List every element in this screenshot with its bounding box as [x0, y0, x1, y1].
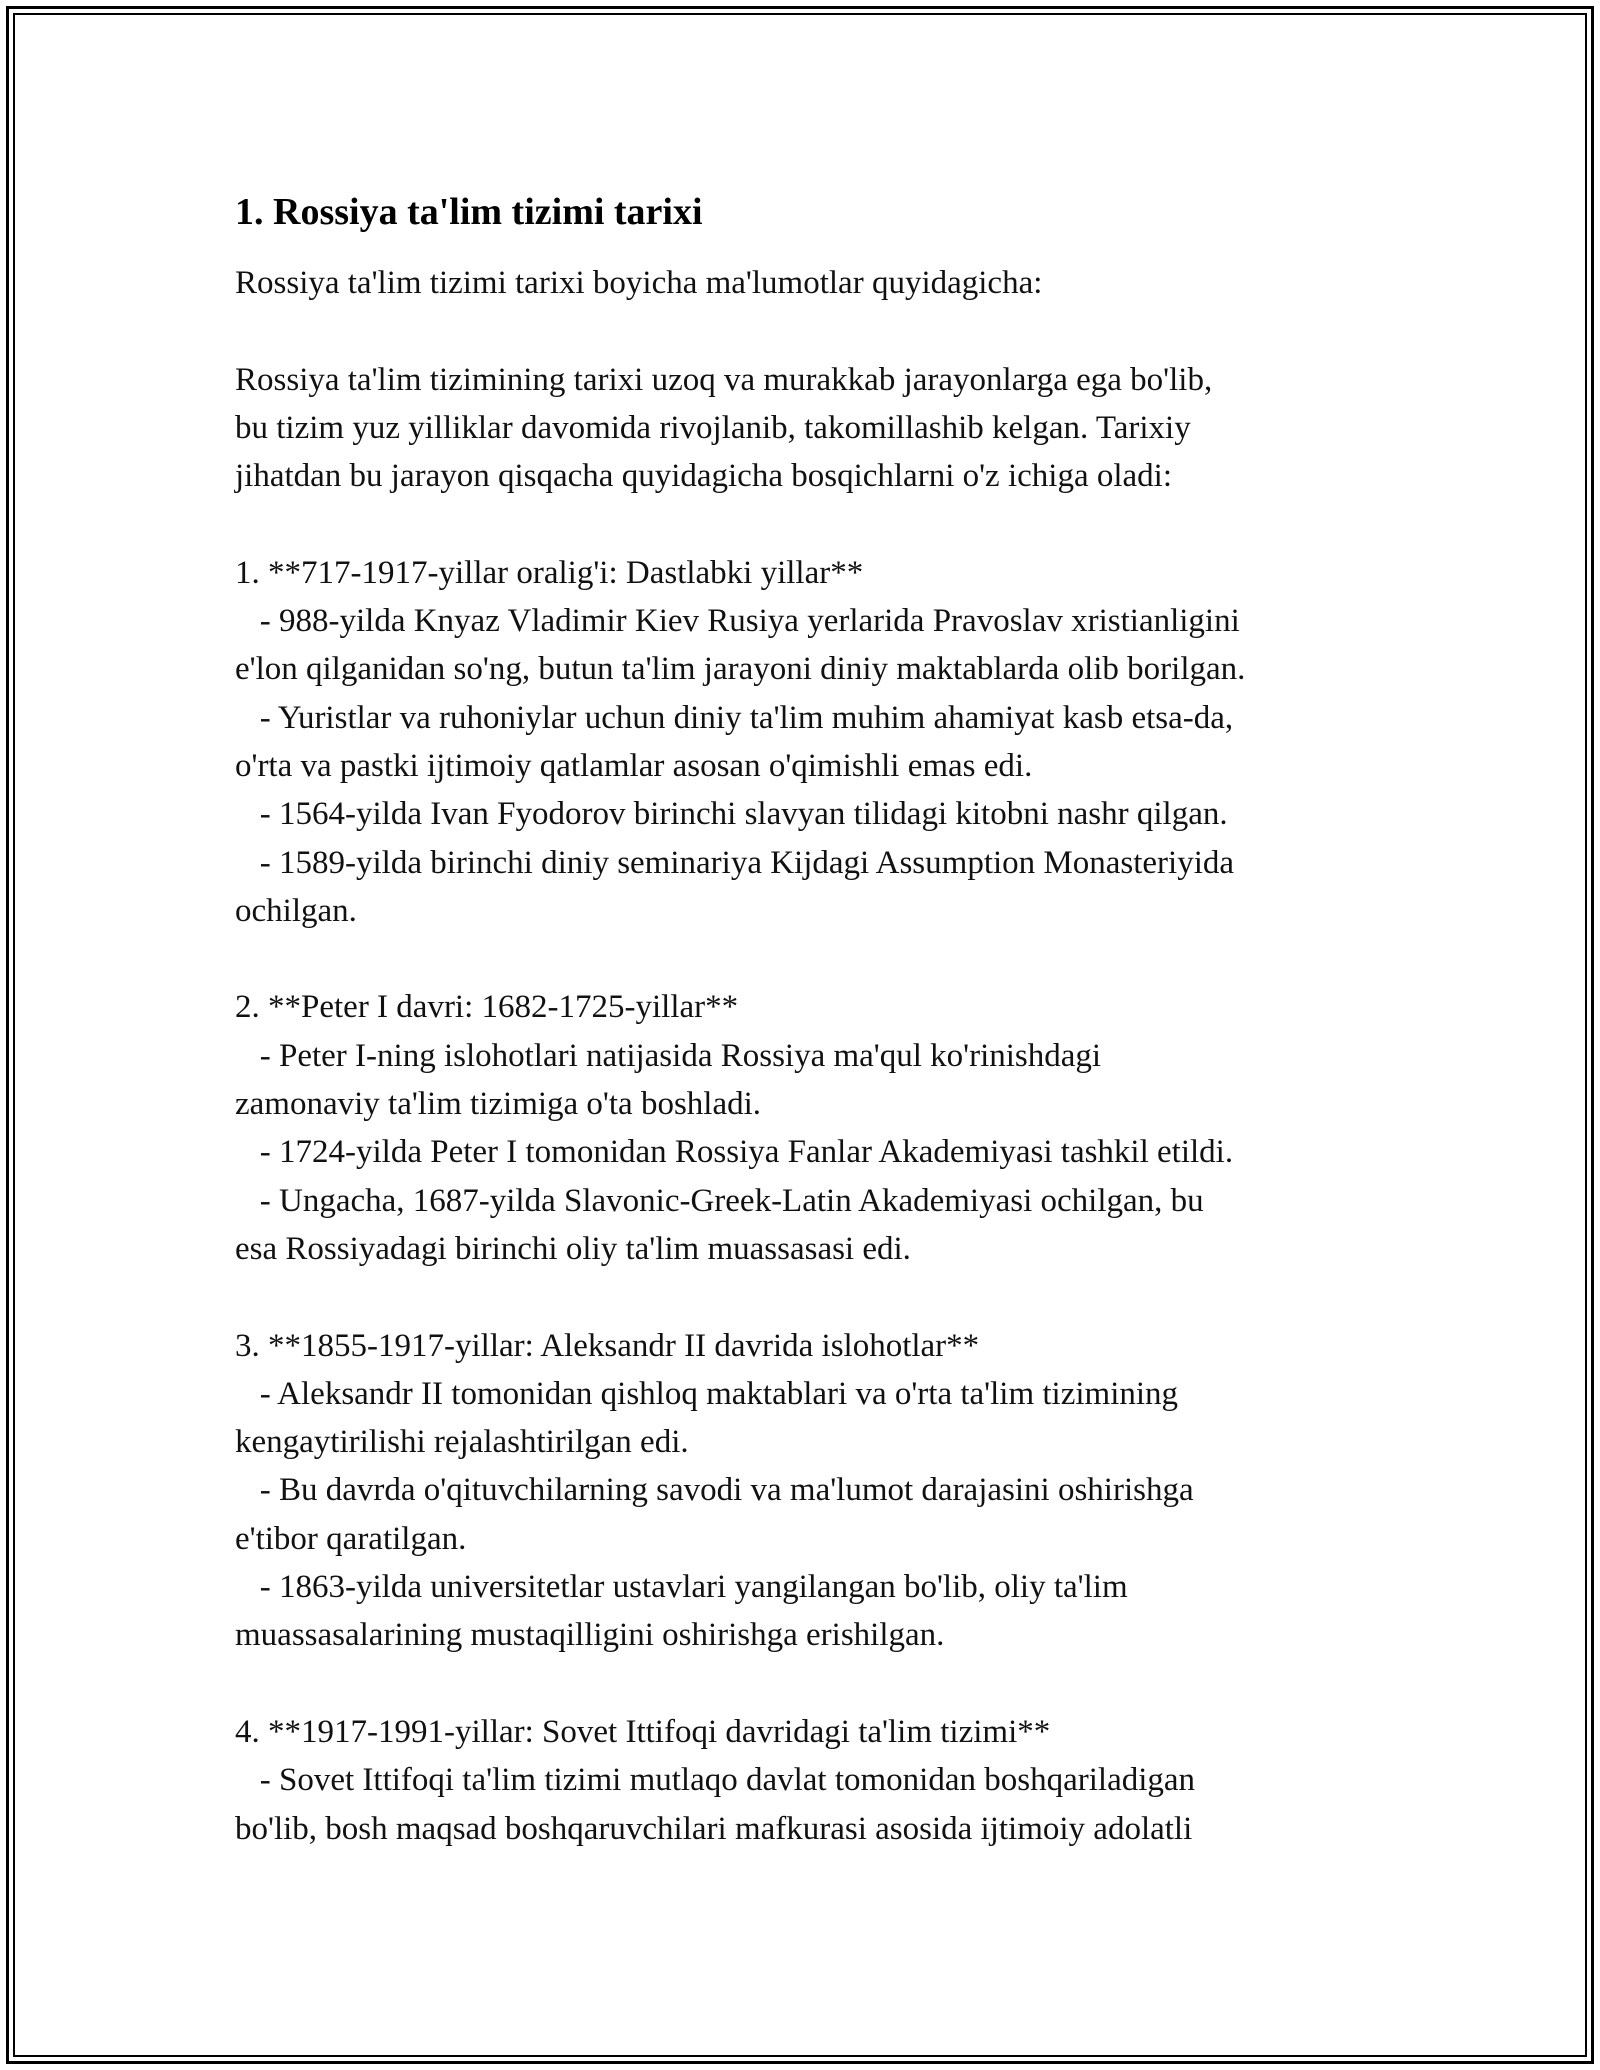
section-4: [235, 1708, 1385, 1853]
section-body: - Peter I-ning islohotlari natijasida Rossiya ma'qul ko'rinishdagi zamonaviy ta'lim tizimiga o'ta boshladi. - 1724-yilda Peter I tomonidan Rossiya Fanlar Akademiyasi tashkil etildi. - Ungacha, 1687-yilda Slavonic-Greek-Latin Akademiyasi ochilgan, bu esa Rossiyadagi birinchi oliy ta'lim muassasasi edi.: [235, 1037, 1234, 1267]
section-body: - Aleksandr II tomonidan qishloq maktablari va o'rta ta'lim tizimining kengaytirilishi rejalashtirilgan edi. - Bu davrda o'qituvchilarning savodi va ma'lumot darajasini oshirishga e'tibor qaratilgan. - 1863-yilda universitetlar ustavlari yangilangan bo'lib, oliy ta'lim muassasalarining mustaqilligini oshirishga erishilgan.: [235, 1375, 1194, 1654]
section-heading: 3. **1855-1917-yillar: Aleksandr II davrida islohotlar**: [235, 1327, 980, 1364]
document-body: [235, 188, 1385, 1853]
section-body: - Sovet Ittifoqi ta'lim tizimi mutlaqo davlat tomonidan boshqariladigan bo'lib, bosh maqsad boshqaruvchilari mafkurasi asosida ijtimoiy adolatli: [235, 1762, 1196, 1847]
section-3: [235, 1322, 1385, 1660]
section-body: - 988-yilda Knyaz Vladimir Kiev Rusiya yerlarida Pravoslav xristianligini e'lon qilganidan so'ng, butun ta'lim jarayoni diniy maktablarda olib borilgan. - Yuristlar va ruhoniylar uchun diniy ta'lim muhim ahamiyat kasb etsa-da, o'rta va pastki ijtimoiy qatlamlar asosan o'qimishli emas edi. - 1564-yilda Ivan Fyodorov birinchi slavyan tilidagi kitobni nashr qilgan. - 1589-yilda birinchi diniy seminariya Kijdagi Assumption Monasteriyida ochilgan.: [235, 603, 1246, 929]
overview-paragraph: Rossiya ta'lim tizimining tarixi uzoq va murakkab jarayonlarga ega bo'lib, bu tizim yuz yilliklar davomida rivojlanib, takomillashib kelgan. Tarixiy jihatdan bu jarayon qisqacha quyidagicha bosqichlarni o'z ichiga oladi:: [235, 361, 1213, 495]
section-1: [235, 549, 1385, 935]
intro-line: Rossiya ta'lim tizimi tarixi boyicha ma'lumotlar quyidagicha:: [235, 265, 1043, 301]
document-title: 1. Rossiya ta'lim tizimi tarixi: [235, 191, 703, 233]
section-heading: 1. **717-1917-yillar oralig'i: Dastlabki yillar**: [235, 554, 864, 591]
section-heading: 2. **Peter I davri: 1682-1725-yillar**: [235, 989, 739, 1026]
section-heading: 4. **1917-1991-yillar: Sovet Ittifoqi davridagi ta'lim tizimi**: [235, 1713, 1051, 1750]
section-2: [235, 983, 1385, 1273]
